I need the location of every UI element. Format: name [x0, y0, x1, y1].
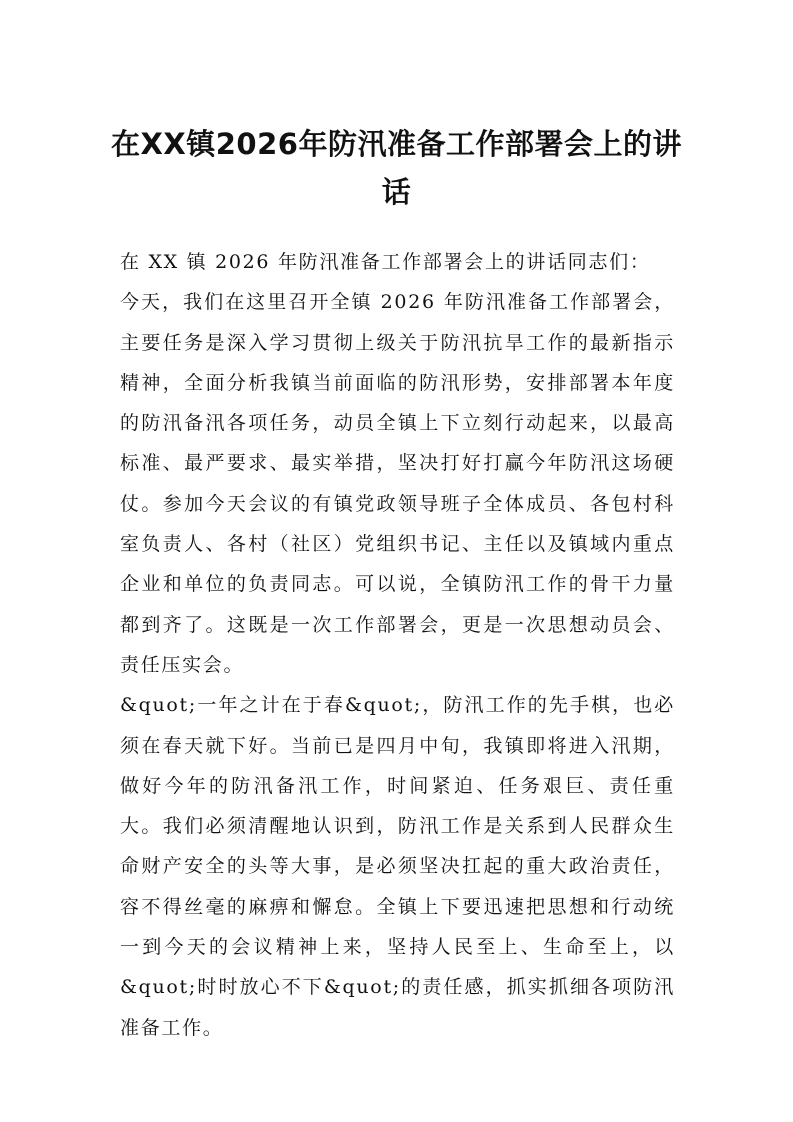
document-body: [120, 242, 675, 1048]
document-title: 在XX镇2026年防汛准备工作部署会上的讲话: [111, 127, 682, 209]
salutation-paragraph: 在 XX 镇 2026 年防汛准备工作部署会上的讲话同志们：: [120, 251, 651, 273]
body-paragraph: &quot;一年之计在于春&quot;，防汛工作的先手棋，也必须在春天就下好。当前已是四月中旬，我镇即将进入汛期，做好今年的防汛备汛工作，时间紧迫、任务艰巨、责任重大。我们必须清醒地认识到，防汛工作是关系到人民群众生命财产安全的头等大事，是必须坚决扛起的重大政治责任，容不得丝毫的麻痹和懈怠。全镇上下要迅速把思想和行动统一到今天的会议精神上来，坚持人民至上、生命至上，以&quot;时时放心不下&quot;的责任感，抓实抓细各项防汛准备工作。: [120, 694, 675, 1039]
body-paragraph: 今天，我们在这里召开全镇 2026 年防汛准备工作部署会，主要任务是深入学习贯彻上级关于防汛抗旱工作的最新指示精神，全面分析我镇当前面临的防汛形势，安排部署本年度的防汛备汛各项任务，动员全镇上下立刻行动起来，以最高标准、最严要求、最实举措，坚决打好打赢今年防汛这场硬仗。参加今天会议的有镇党政领导班子全体成员、各包村科室负责人、各村（社区）党组织书记、主任以及镇域内重点企业和单位的负责同志。可以说，全镇防汛工作的骨干力量都到齐了。这既是一次工作部署会，更是一次思想动员会、责任压实会。: [120, 291, 675, 676]
